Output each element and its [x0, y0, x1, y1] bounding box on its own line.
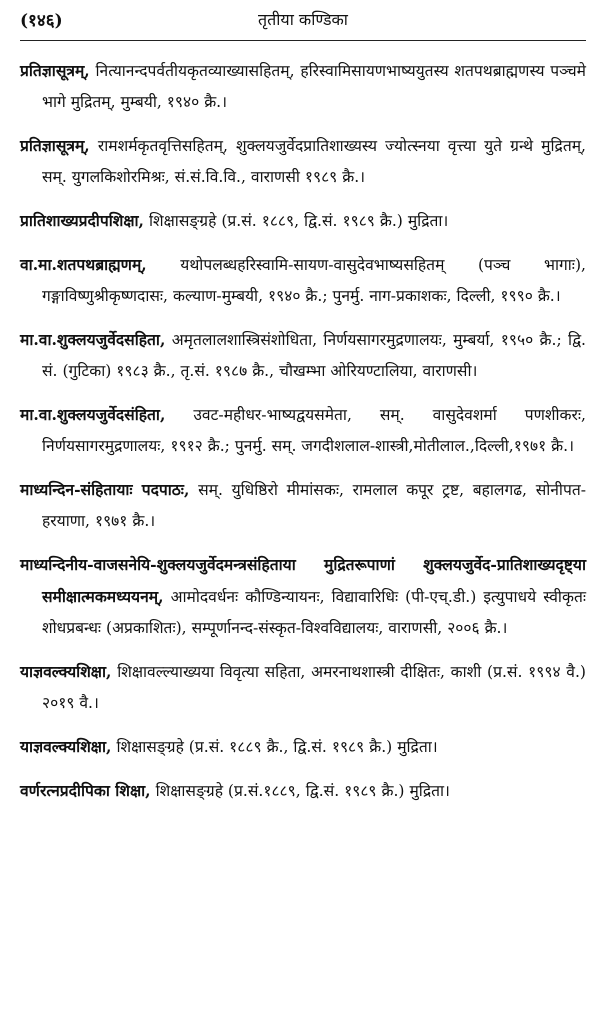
- entry-text: शिक्षासङ्ग्रहे (प्र.सं.१८८९, द्वि.सं. १९८९ क्रै.) मुद्रिता।: [155, 782, 450, 800]
- bibliography-entry: [20, 474, 586, 537]
- entry-text: शिक्षासङ्ग्रहे (प्र.सं. १८८९, द्वि.सं. १९८९ क्रै.) मुद्रिता।: [148, 212, 449, 230]
- bibliography-list: [20, 41, 586, 807]
- entry-title: प्रतिज्ञासूत्रम्,: [20, 61, 90, 80]
- entry-text: नित्यानन्दपर्वतीयकृतव्याख्यासहितम्, हरिस्वामिसायणभाष्ययुतस्य शतपथब्राह्मणस्य पञ्चमे भागे मुद्रितम्, मुम्बयी, १९४० क्रै.।: [42, 62, 586, 111]
- bibliography-entry: [20, 249, 586, 312]
- entry-title: याज्ञवल्क्यशिक्षा,: [20, 737, 112, 756]
- bibliography-entry: [20, 324, 586, 387]
- entry-text: उवट-महीधर-भाष्यद्वयसमेता, सम्. वासुदेवशर्मा पणशीकरः, निर्णयसागरमुद्रणालयः, १९१२ क्रै.; पुनर्मु. सम्. जगदीशलाल-शास्त्री,मोतीलाल.,दिल्ली,१९७१ क्रै.।: [42, 406, 586, 455]
- bibliography-entry: [20, 399, 586, 462]
- entry-text: शिक्षावल्ल्याख्यया विवृत्या सहिता, अमरनाथशास्त्री दीक्षितः, काशी (प्र.सं. १९९४ वै.) २०१९ वै.।: [42, 663, 586, 712]
- page-header: [20, 0, 586, 41]
- entry-title: प्रातिशाख्यप्रदीपशिक्षा,: [20, 211, 144, 230]
- entry-title: माध्यन्दिन-संहितायाः पदपाठः,: [20, 480, 190, 499]
- page-number: (१४६): [20, 11, 63, 31]
- entry-title: वर्णरत्नप्रदीपिका शिक्षा,: [20, 781, 151, 800]
- bibliography-entry: [20, 55, 586, 118]
- bibliography-entry: [20, 130, 586, 193]
- entry-title: मा.वा.शुक्लयजुर्वेदसहिता,: [20, 330, 166, 349]
- bibliography-entry: [20, 656, 586, 719]
- entry-title: वा.मा.शतपथब्राह्मणम्,: [20, 255, 147, 274]
- bibliography-entry: [20, 775, 586, 807]
- bibliography-entry: [20, 731, 586, 763]
- entry-title: प्रतिज्ञासूत्रम्,: [20, 136, 90, 155]
- bibliography-entry: [20, 549, 586, 644]
- entry-text: आमोदवर्धनः कौण्डिन्यायनः, विद्यावारिधिः (पी-एच्.डी.) इत्युपाधये स्वीकृतः शोधप्रबन्धः (अप्रकाशितः), सम्पूर्णानन्द-संस्कृत-विश्वविद्यालयः, वाराणसी, २००६ क्रै.।: [42, 588, 586, 637]
- page-title: तृतीया कण्डिका: [258, 10, 348, 29]
- entry-text: सम्. युधिष्ठिरो मीमांसकः, रामलाल कपूर ट्रष्ट, बहालगढ, सोनीपत-हरयाणा, १९७१ क्रै.।: [42, 481, 586, 530]
- bibliography-entry: [20, 205, 586, 237]
- entry-text: शिक्षासङ्ग्रहे (प्र.सं. १८८९ क्रै., द्वि.सं. १९८९ क्रै.) मुद्रिता।: [116, 738, 438, 756]
- entry-text: रामशर्मकृतवृत्तिसहितम्, शुक्लयजुर्वेदप्रातिशाख्यस्य ज्योत्स्नया वृत्त्या युते ग्रन्थे मुद्रितम्, सम्. युगलकिशोरमिश्रः, सं.सं.वि.वि., वाराणसी १९८९ क्रै.।: [42, 137, 586, 186]
- entry-text: यथोपलब्धहरिस्वामि-सायण-वासुदेवभाष्यसहितम् (पञ्च भागाः), गङ्गाविष्णुश्रीकृष्णदासः, कल्याण-मुम्बयी, १९४० क्रै.; पुनर्मु. नाग-प्रकाशकः, दिल्ली, १९९० क्रै.।: [42, 256, 586, 305]
- entry-text: अमृतलालशास्त्रिसंशोधिता, निर्णयसागरमुद्रणालयः, मुम्बर्या, १९५० क्रै.; द्वि. सं. (गुटिका) १९८३ क्रै., तृ.सं. १९८७ क्रै., चौखम्भा ओरियण्टालिया, वाराणसी।: [42, 331, 586, 380]
- entry-title: माध्यन्दिनीय-वाजसनेयि-शुक्लयजुर्वेदमन्त्रसंहिताया मुद्रितरूपाणां शुक्लयजुर्वेद-प्रातिशाख्यदृष्ट्या समीक्षात्मकमध्ययनम्,: [20, 555, 586, 606]
- entry-title: याज्ञवल्क्यशिक्षा,: [20, 662, 112, 681]
- entry-title: मा.वा.शुक्लयजुर्वेदसंहिता,: [20, 405, 166, 424]
